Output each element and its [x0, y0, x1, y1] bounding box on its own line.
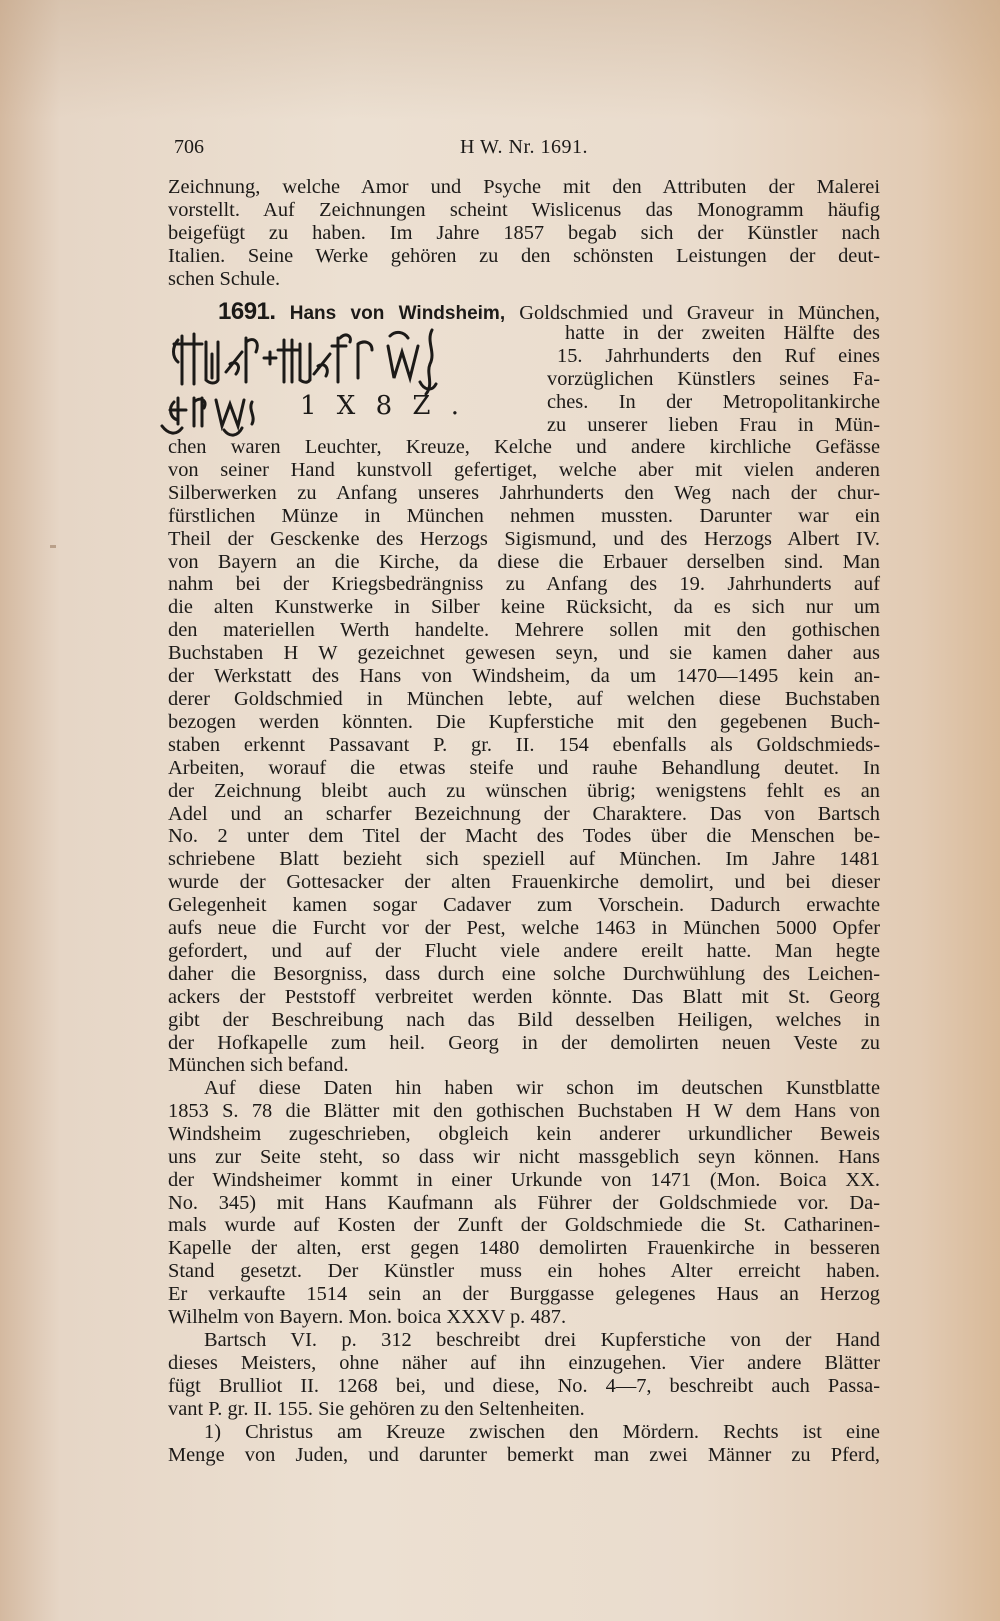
- text-line: wurde der Gottesacker der alten Frauenkirche demolirt, und bei dieser: [168, 871, 880, 894]
- text-line: gibt der Beschreibung nach das Bild desselben Heiligen, welches in: [168, 1008, 880, 1031]
- text-line: derer Goldschmied in München lebte, auf welchen diese Buchstaben: [168, 687, 880, 710]
- text-line: mals wurde auf Kosten der Zunft der Goldschmiede die St. Catharinen-: [168, 1214, 880, 1237]
- text-line: Theil der Gesckenke des Herzogs Sigismund, und des Herzogs Albert IV.: [168, 527, 880, 550]
- text-line: der Werkstatt des Hans von Windsheim, da um 1470—1495 kein an-: [168, 665, 880, 688]
- entry-side-text: [547, 322, 880, 437]
- entry-number: 1691.: [218, 298, 276, 325]
- text-line: 1853 S. 78 die Blätter mit den gothischen Buchstaben H W dem Hans von: [168, 1099, 880, 1122]
- text-line: hatte in der zweiten Hälfte des: [565, 322, 880, 344]
- monogram-icon: [160, 322, 542, 442]
- text-line: Stand gesetzt. Der Künstler muss ein hohes Alter erreicht haben.: [168, 1260, 880, 1283]
- text-line: Kapelle der alten, erst gegen 1480 demolirten Frauenkirche in besseren: [168, 1237, 880, 1260]
- paragraph-four: [168, 1421, 880, 1467]
- text-line: staben erkennt Passavant P. gr. II. 154 ebenfalls als Goldschmieds-: [168, 733, 880, 756]
- text-line: daher die Besorgniss, dass durch eine solche Durchwühlung des Leichen-: [168, 962, 880, 985]
- text-line: 1) Christus am Kreuze zwischen den Mördern. Rechts ist eine: [204, 1421, 880, 1443]
- text-line: schen Schule.: [168, 267, 281, 290]
- text-line: die alten Kunstwerke in Silber keine Rücksicht, da es sich nur um: [168, 596, 880, 619]
- text-line: fürstlichen Münze in München nehmen mussten. Darunter war ein: [168, 504, 880, 527]
- text-line: Auf diese Daten hin haben wir schon im deutschen Kunstblatte: [204, 1077, 880, 1099]
- text-line: Silberwerken zu Anfang unseres Jahrhunderts den Weg nach der chur-: [168, 481, 880, 504]
- text-line: bezogen werden könnten. Die Kupferstiche mit den gegebenen Buch-: [168, 710, 880, 733]
- text-line: von Bayern an die Kirche, da diese die Erbauer derselben sind. Man: [168, 550, 880, 573]
- text-line: Zeichnung, welche Amor und Psyche mit den Attributen der Malerei: [168, 176, 880, 198]
- text-line: Menge von Juden, und darunter bemerkt man zwei Männer zu Pferd,: [168, 1443, 880, 1466]
- text-line: Er verkaufte 1514 sein an der Burggasse gelegenes Haus an Herzog: [168, 1283, 880, 1306]
- text-line: vant P. gr. II. 155. Sie gehören zu den Seltenheiten.: [168, 1397, 585, 1420]
- text-line: vorzüglichen Künstlers seines Fa-: [547, 367, 880, 390]
- paragraph-three: [168, 1329, 880, 1421]
- text-line: gefordert, und auf der Flucht viele andere ereilt hatte. Man hegte: [168, 939, 880, 962]
- text-line: uns zur Seite steht, so dass wir nicht massgeblich seyn können. Hans: [168, 1145, 880, 1168]
- text-line: schriebene Blatt bezieht sich speziell auf München. Im Jahre 1481: [168, 848, 880, 871]
- text-line: Buchstaben H W gezeichnet gewesen seyn, und sie kamen daher aus: [168, 642, 880, 665]
- text-line: Gelegenheit kamen sogar Cadaver zum Vorschein. Dadurch erwachte: [168, 894, 880, 917]
- scan-artifact: [50, 545, 56, 548]
- monogram-illustration: [160, 322, 542, 442]
- running-head: H W. Nr. 1691.: [459, 136, 589, 158]
- intro-paragraph: [168, 176, 880, 291]
- text-line: chen waren Leuchter, Kreuze, Kelche und andere kirchliche Gefässe: [168, 436, 880, 458]
- text-line: No. 345) mit Hans Kaufmann als Führer der Goldschmiede vor. Da-: [168, 1191, 880, 1214]
- page-number: 706: [174, 136, 204, 158]
- text-line: No. 2 unter dem Titel der Macht des Todes über die Menschen be-: [168, 825, 880, 848]
- body-paragraph: [168, 436, 880, 1077]
- text-line: ackers der Peststoff verbreitet werden könnte. Das Blatt mit St. Georg: [168, 985, 880, 1008]
- text-line: von seiner Hand kunstvoll gefertiget, welche aber mit vielen anderen: [168, 458, 880, 481]
- text-line: ches. In der Metropolitankirche: [547, 390, 880, 413]
- text-line: dieses Meisters, ohne näher auf ihn einzugehen. Vier andere Blätter: [168, 1351, 880, 1374]
- text-line: Italien. Seine Werke gehören zu den schönsten Leistungen der deut-: [168, 244, 880, 267]
- text-line: zu unserer lieben Frau in Mün-: [547, 413, 880, 436]
- entry-name: Hans von Windsheim,: [289, 303, 506, 324]
- text-line: fügt Brulliot II. 1268 bei, und diese, No. 4—7, beschreibt auch Passa-: [168, 1374, 880, 1397]
- text-line: der Hofkapelle zum heil. Georg in der demolirten neuen Veste zu: [168, 1031, 880, 1054]
- text-line: aufs neue die Furcht vor der Pest, welche 1463 in München 5000 Opfer: [168, 917, 880, 940]
- entry-description: Goldschmied und Graveur in München,: [519, 302, 881, 324]
- text-line: vorstellt. Auf Zeichnungen scheint Wislicenus das Monogramm häufig: [168, 198, 880, 221]
- text-line: nahm bei der Kriegsbedrängniss zu Anfang des 19. Jahrhunderts auf: [168, 573, 880, 596]
- text-line: Windsheim zugeschrieben, obgleich kein anderer urkundlicher Beweis: [168, 1122, 880, 1145]
- text-line: Arbeiten, worauf die etwas steife und rauhe Behandlung deutet. In: [168, 756, 880, 779]
- paragraph-two: [168, 1077, 880, 1329]
- monogram-year: 1 X 8 Z .: [300, 391, 465, 421]
- text-line: 15. Jahrhunderts den Ruf eines: [557, 344, 880, 367]
- text-line: beigefügt zu haben. Im Jahre 1857 begab sich der Künstler nach: [168, 221, 880, 244]
- text-line: Adel und an scharfer Bezeichnung der Charaktere. Das von Bartsch: [168, 802, 880, 825]
- text-line: der Zeichnung bleibt auch zu wünschen übrig; wenigstens fehlt es an: [168, 779, 880, 802]
- text-line: München sich befand.: [168, 1054, 349, 1077]
- text-line: der Windsheimer kommt in einer Urkunde von 1471 (Mon. Boica XX.: [168, 1168, 880, 1191]
- text-line: den materiellen Werth handelte. Mehrere sollen mit den gothischen: [168, 619, 880, 642]
- text-line: Bartsch VI. p. 312 beschreibt drei Kupferstiche von der Hand: [204, 1329, 880, 1351]
- text-line: Wilhelm von Bayern. Mon. boica XXXV p. 487.: [168, 1306, 567, 1329]
